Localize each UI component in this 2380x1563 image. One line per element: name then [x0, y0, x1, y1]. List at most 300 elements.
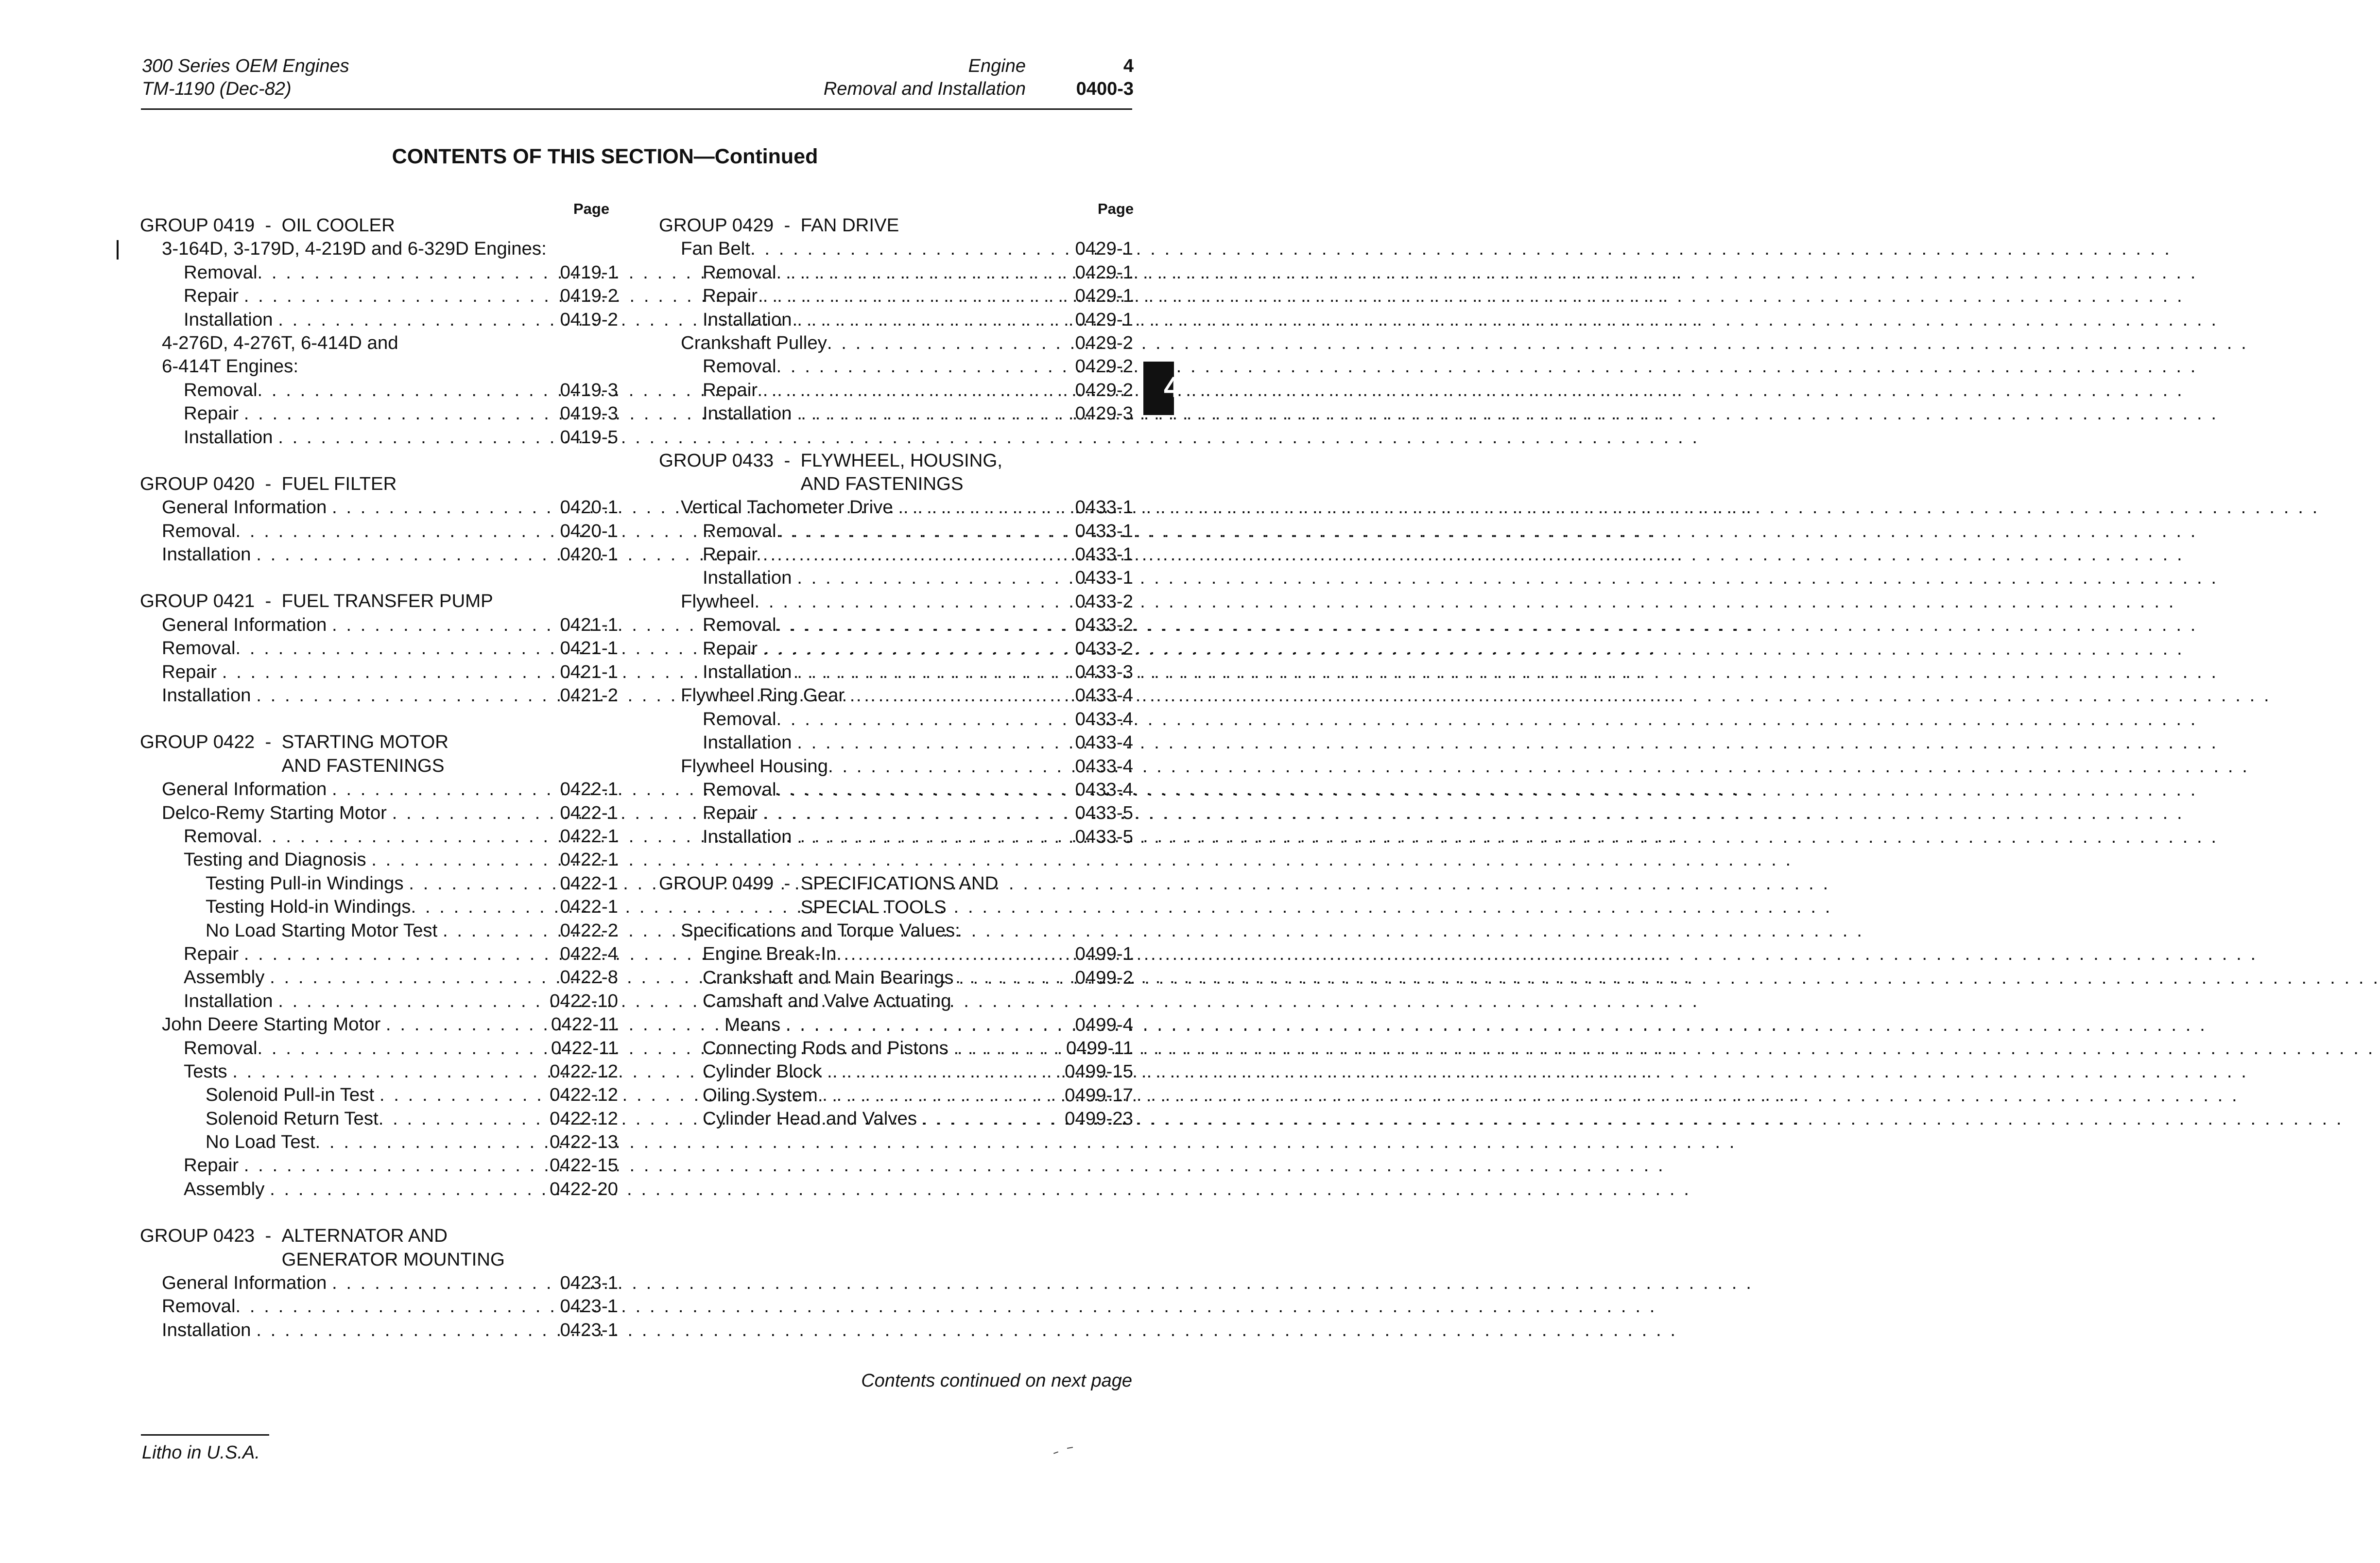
- group-title: [140, 754, 618, 778]
- toc-entry-label: No Load Starting Motor Test: [206, 920, 443, 941]
- toc-entry-page: 0419-1: [560, 261, 618, 283]
- toc-entry-label: Means: [724, 1014, 786, 1035]
- toc-entry: [659, 1107, 1133, 1130]
- toc-leader-dots: [763, 543, 1075, 566]
- toc-leader-dots: [235, 520, 560, 543]
- toc-entry: [140, 778, 618, 801]
- header-section-name: Engine: [968, 56, 1026, 76]
- toc-entry-page: 0422-20: [550, 1178, 618, 1199]
- toc-entry-page: 0499-11: [1066, 1037, 1133, 1059]
- toc-subheading: Camshaft and Valve Actuating: [703, 990, 951, 1012]
- toc-entry-page: 0433-5: [1075, 826, 1133, 847]
- toc-entry: [140, 1107, 618, 1130]
- toc-entry-page: 0433-2: [1075, 638, 1133, 659]
- toc-entry-page: 0429-2: [1075, 332, 1133, 353]
- toc-leader-dots: [411, 895, 560, 919]
- toc-leader-dots: [776, 613, 1075, 637]
- toc-group: [140, 590, 618, 707]
- toc-entry-page: 0422-1: [560, 825, 618, 847]
- toc-entry: [659, 379, 1133, 402]
- toc-leader-dots: [257, 825, 560, 848]
- toc-leader-dots: [379, 1083, 550, 1107]
- toc-subheading: 6-414T Engines:: [162, 356, 299, 377]
- toc-leader-dots: [776, 355, 1075, 378]
- group-name: FAN DRIVE: [800, 215, 899, 236]
- toc-entry-label: John Deere Starting Motor: [162, 1014, 386, 1035]
- toc-entry-page: 0433-1: [1075, 497, 1133, 518]
- toc-entry: [659, 637, 1133, 660]
- toc-entry: [140, 1271, 618, 1295]
- toc-entry: [659, 261, 1133, 284]
- toc-entry-page: 0429-1: [1075, 261, 1133, 283]
- toc-entry-label: Repair: [703, 544, 763, 565]
- toc-entry-label: Testing Hold-in Windings: [206, 896, 411, 918]
- group-title: [659, 896, 1133, 919]
- toc-entry-label: Removal: [162, 520, 236, 541]
- header-page-code: 0400-3: [1076, 79, 1134, 99]
- toc-leader-dots: [827, 1060, 1065, 1083]
- print-speck: [1053, 1451, 1058, 1454]
- toc-entry: [140, 379, 618, 402]
- toc-entry: [659, 566, 1133, 590]
- toc-entry-label: Installation: [184, 990, 278, 1011]
- toc-entry-label: General Information: [162, 1272, 332, 1294]
- toc-entry: [659, 731, 1133, 754]
- toc-entry: [659, 966, 1133, 990]
- toc-leader-dots: [257, 379, 560, 402]
- toc-entry: [140, 284, 618, 308]
- toc-entry-page: 0433-4: [1075, 755, 1133, 777]
- toc-entry-label: Repair: [703, 638, 763, 659]
- toc-leader-dots: [797, 566, 1075, 590]
- toc-entry: [659, 613, 1133, 637]
- toc-entry-label: Repair: [184, 285, 244, 307]
- group-name: FLYWHEEL, HOUSING,: [800, 450, 1002, 471]
- toc-entry-page: 0433-2: [1075, 614, 1133, 636]
- toc-leader-dots: [763, 801, 1075, 825]
- toc-entry: [659, 801, 1133, 825]
- toc-entry: [659, 284, 1133, 308]
- toc-entry: [659, 660, 1133, 684]
- toc-entry-label: Removal: [703, 356, 776, 377]
- toc-entry-page: 0422-2: [560, 920, 618, 941]
- toc-entry-label: Repair: [184, 943, 244, 964]
- toc-entry-page: 0429-1: [1075, 285, 1133, 307]
- page-header: [0, 0, 1207, 117]
- toc-entry: [659, 402, 1133, 425]
- toc-leader-dots: [922, 1107, 1065, 1130]
- toc-entry-label: Installation: [703, 732, 797, 753]
- toc-entry-page: 0422-12: [550, 1084, 618, 1106]
- toc-leader-dots: [332, 1271, 560, 1295]
- toc-entry: [140, 1130, 618, 1154]
- toc-leader-dots: [763, 379, 1075, 402]
- toc-entry-label: Removal: [162, 638, 236, 659]
- toc-entry-page: 0433-2: [1075, 590, 1133, 612]
- toc-leader-dots: [409, 872, 560, 895]
- toc-entry: [140, 966, 618, 989]
- toc-entry-label: Assembly: [184, 1178, 270, 1199]
- toc-entry-label: Removal: [703, 708, 776, 729]
- header-manual-number: TM-1190 (Dec-82): [142, 79, 292, 99]
- toc-leader-dots: [797, 660, 1075, 684]
- toc-entry: [140, 1060, 618, 1083]
- toc-group: [140, 1224, 618, 1342]
- toc-entry-page: 0422-4: [560, 943, 618, 964]
- toc-leader-dots: [244, 1154, 550, 1177]
- toc-entry: [659, 684, 1133, 707]
- toc-entry-page: 0420-1: [560, 520, 618, 541]
- toc-entry-label: Vertical Tachometer Drive: [681, 497, 898, 518]
- toc-entry-label: General Information: [162, 779, 332, 800]
- toc-entry-label: Repair: [184, 403, 244, 424]
- toc-leader-dots: [386, 1013, 551, 1036]
- toc-leader-dots: [379, 1107, 550, 1130]
- toc-leader-dots: [270, 1178, 550, 1201]
- toc-entry-label: Removal: [184, 379, 258, 400]
- toc-leader-dots: [278, 990, 550, 1013]
- toc-entry: [140, 1083, 618, 1107]
- toc-entry-page: 0433-1: [1075, 567, 1133, 589]
- toc-entry-label: Installation: [703, 661, 797, 683]
- toc-entry-page: 0421-2: [560, 685, 618, 706]
- group-title: [140, 590, 618, 613]
- toc-entry-page: 0422-15: [550, 1155, 618, 1176]
- group-number: GROUP 0429 -: [659, 215, 801, 236]
- toc-entry-page: 0422-1: [560, 872, 618, 894]
- toc-leader-dots: [797, 308, 1075, 331]
- toc-leader-dots: [244, 402, 560, 425]
- toc-subheading: 4-276D, 4-276T, 6-414D and: [162, 332, 398, 353]
- toc-leader-dots: [750, 237, 1075, 260]
- toc-entry-page: 0433-1: [1075, 520, 1133, 541]
- toc-entry-label: Installation: [184, 309, 278, 330]
- toc-leader-dots: [797, 731, 1075, 754]
- toc-entry-page: 0419-5: [560, 426, 618, 448]
- toc-entry-page: 0423-1: [560, 1272, 618, 1294]
- toc-left-column: [140, 214, 618, 1365]
- toc-leader-dots: [332, 778, 560, 801]
- group-title: [140, 472, 618, 496]
- toc-entry-page: 0433-1: [1075, 544, 1133, 565]
- toc-entry-page: 0420-1: [560, 497, 618, 518]
- toc-entry: [140, 1013, 618, 1036]
- toc-entry: [659, 543, 1133, 566]
- toc-entry-page: 0499-2: [1075, 967, 1133, 988]
- group-number: GROUP 0421 -: [140, 590, 282, 612]
- toc-entry-label: Installation: [184, 426, 278, 448]
- toc-entry: [140, 613, 618, 637]
- revision-bar: [117, 240, 119, 260]
- toc-leader-dots: [828, 755, 1075, 778]
- toc-entry-label: Removal: [184, 1037, 258, 1059]
- toc-entry: [140, 1154, 618, 1177]
- toc-entry: [659, 237, 1133, 260]
- group-title: [140, 730, 618, 754]
- toc-entry-label: Removal: [703, 261, 776, 283]
- toc-entry: [659, 1060, 1133, 1083]
- group-number: GROUP 0423 -: [140, 1225, 282, 1247]
- toc-entry-label: Repair: [703, 285, 763, 307]
- toc-subheading: Specifications and Torque Values:: [681, 920, 960, 941]
- toc-entry-page: 0433-4: [1075, 708, 1133, 729]
- group-name: SPECIAL TOOLS: [800, 896, 947, 918]
- toc-entry-page: 0420-1: [560, 544, 618, 565]
- header-subsection-name: Removal and Installation: [823, 79, 1026, 99]
- toc-entry-label: Crankshaft Pulley: [681, 332, 827, 353]
- group-title: [659, 449, 1133, 472]
- toc-leader-dots: [763, 637, 1075, 660]
- header-rule: [141, 108, 1132, 110]
- toc-leader-dots: [332, 613, 560, 637]
- toc-entry-page: 0433-3: [1075, 661, 1133, 683]
- toc-entry-label: Installation: [703, 826, 797, 847]
- toc-entry-page: 0422-1: [560, 779, 618, 800]
- page-column-label-right: Page: [1098, 200, 1134, 217]
- group-title: [659, 872, 1133, 895]
- toc-entry-label: General Information: [162, 497, 332, 518]
- toc-leader-dots: [235, 1295, 560, 1318]
- toc-entry: [659, 520, 1133, 543]
- toc-leader-dots: [836, 942, 1075, 966]
- toc-entry: [659, 331, 1133, 355]
- toc-leader-dots: [850, 684, 1075, 707]
- toc-entry-label: Removal: [162, 1296, 236, 1317]
- toc-entry: [140, 801, 618, 825]
- toc-entry-page: 0499-17: [1065, 1084, 1133, 1106]
- group-number: GROUP 0499 -: [659, 873, 801, 894]
- toc-entry-page: 0433-5: [1075, 802, 1133, 824]
- toc-leader-dots: [763, 284, 1075, 308]
- toc-leader-dots: [222, 660, 560, 684]
- toc-leader-dots: [256, 1319, 560, 1342]
- toc-leader-dots: [270, 966, 560, 989]
- toc-leader-dots: [786, 1013, 1075, 1037]
- toc-entry: [140, 942, 618, 966]
- toc-group: [140, 214, 618, 449]
- toc-entry-label: Repair: [162, 661, 222, 682]
- toc-entry: [140, 1178, 618, 1201]
- toc-entry: [659, 825, 1133, 849]
- toc-entry-page: 0433-4: [1075, 779, 1133, 800]
- toc-leader-dots: [953, 1037, 1066, 1060]
- group-name: ALTERNATOR AND: [281, 1225, 448, 1247]
- toc-entry: [140, 1295, 618, 1318]
- group-number: GROUP 0419 -: [140, 215, 282, 236]
- toc-leader-dots: [332, 496, 560, 519]
- group-name: GENERATOR MOUNTING: [281, 1249, 505, 1270]
- group-name: FUEL TRANSFER PUMP: [281, 590, 493, 612]
- toc-leader-dots: [776, 708, 1075, 731]
- toc-entry: [659, 778, 1133, 801]
- toc-entry-label: Fan Belt: [681, 238, 750, 260]
- toc-entry-label: Cylinder Head and Valves: [703, 1108, 922, 1129]
- toc-entry-page: 0423-1: [560, 1319, 618, 1340]
- toc-entry: [140, 1037, 618, 1060]
- toc-entry-page: 0429-2: [1075, 379, 1133, 400]
- toc-entry-label: No Load Test: [206, 1131, 315, 1153]
- toc-entry-page: 0429-1: [1075, 309, 1133, 330]
- toc-entry-label: Solenoid Pull-in Test: [206, 1084, 379, 1106]
- side-tab-number: 4: [1164, 371, 1180, 403]
- toc-entry-label: Removal: [184, 261, 258, 283]
- toc-entry: [140, 402, 618, 425]
- toc-leader-dots: [256, 684, 560, 707]
- toc-entry-label: Installation: [162, 1319, 257, 1340]
- group-title: [140, 1248, 618, 1271]
- group-title: [659, 214, 1133, 237]
- toc-leader-dots: [235, 637, 560, 660]
- toc-leader-dots: [776, 778, 1075, 801]
- toc-entry-page: 0421-1: [560, 638, 618, 659]
- toc-leader-dots: [754, 590, 1075, 613]
- toc-entry-label: Cylinder Block: [703, 1061, 828, 1082]
- toc-entry: [140, 895, 618, 919]
- continued-note: Contents continued on next page: [861, 1371, 1132, 1391]
- toc-entry-label: Connecting Rods and Pistons: [703, 1037, 954, 1059]
- group-name: OIL COOLER: [281, 215, 395, 236]
- toc-leader-dots: [244, 284, 560, 308]
- toc-entry: [659, 755, 1133, 778]
- toc-entry: [659, 942, 1133, 966]
- toc-entry: [140, 990, 618, 1013]
- toc-entry: [659, 308, 1133, 331]
- toc-entry-label: Removal: [703, 614, 776, 636]
- toc-entry-label: Installation: [703, 403, 797, 424]
- toc-right-column: [659, 214, 1133, 1154]
- toc-entry: [659, 1013, 1133, 1037]
- toc-leader-dots: [898, 496, 1075, 519]
- toc-entry-page: 0419-2: [560, 309, 618, 330]
- toc-entry-page: 0422-10: [550, 990, 618, 1011]
- print-speck: [1067, 1447, 1073, 1449]
- toc-entry: [140, 872, 618, 895]
- toc-entry-label: Installation: [703, 567, 797, 589]
- toc-entry-page: 0499-1: [1075, 943, 1133, 965]
- toc-entry: [140, 426, 618, 449]
- toc-entry-label: Flywheel Ring Gear: [681, 685, 850, 706]
- toc-leader-dots: [371, 848, 560, 871]
- group-name: STARTING MOTOR: [281, 731, 449, 753]
- group-title: [140, 214, 618, 237]
- toc-entry: [140, 684, 618, 707]
- toc-entry-page: 0429-1: [1075, 238, 1133, 260]
- toc-entry-page: 0419-3: [560, 403, 618, 424]
- toc-entry-label: Oiling System: [703, 1084, 818, 1106]
- toc-leader-dots: [256, 543, 560, 566]
- toc-leader-dots: [315, 1130, 550, 1154]
- toc-entry-page: 0422-1: [560, 802, 618, 823]
- toc-entry-label: Repair: [184, 1155, 244, 1176]
- toc-leader-dots: [776, 520, 1075, 543]
- toc-entry-page: 0422-11: [551, 1014, 618, 1035]
- toc-group: [659, 214, 1133, 426]
- toc-entry-label: Testing and Diagnosis: [184, 849, 372, 870]
- group-title: [659, 472, 1133, 496]
- toc-entry-page: 0422-1: [560, 896, 618, 918]
- toc-entry-label: General Information: [162, 614, 332, 635]
- toc-entry-page: 0499-4: [1075, 1014, 1133, 1035]
- toc-entry-label: Installation: [162, 544, 257, 565]
- toc-entry-label: Installation: [162, 685, 257, 706]
- toc-entry-page: 0423-1: [560, 1296, 618, 1317]
- toc-entry-page: 0422-11: [551, 1037, 618, 1059]
- toc-leader-dots: [797, 825, 1075, 849]
- toc-entry-page: 0421-1: [560, 661, 618, 682]
- toc-entry: [659, 708, 1133, 731]
- toc-entry-label: Solenoid Return Test: [206, 1108, 379, 1129]
- toc-entry: [659, 496, 1133, 519]
- toc-entry-label: Flywheel: [681, 590, 755, 612]
- toc-leader-dots: [443, 919, 560, 942]
- toc-leader-dots: [257, 261, 560, 284]
- footer-litho: Litho in U.S.A.: [142, 1442, 260, 1463]
- toc-entry-label: Crankshaft and Main Bearings: [703, 967, 959, 988]
- toc-entry: [140, 1319, 618, 1342]
- toc-entry: [659, 1084, 1133, 1107]
- toc-entry-page: 0421-1: [560, 614, 618, 635]
- group-number: GROUP 0433 -: [659, 450, 801, 471]
- toc-entry: [659, 355, 1133, 378]
- group-name: SPECIFICATIONS AND: [800, 873, 999, 894]
- toc-leader-dots: [827, 331, 1075, 355]
- toc-leader-dots: [244, 942, 560, 966]
- toc-entry-label: Tests: [184, 1060, 233, 1082]
- toc-entry-page: 0433-4: [1075, 685, 1133, 706]
- toc-entry-page: 0422-8: [560, 967, 618, 988]
- group-number: GROUP 0420 -: [140, 473, 282, 494]
- toc-entry-page: 0422-12: [550, 1060, 618, 1082]
- toc-entry-label: Removal: [703, 520, 776, 541]
- toc-leader-dots: [818, 1084, 1065, 1107]
- toc-group: [140, 472, 618, 567]
- group-title: [140, 1224, 618, 1248]
- toc-entry: [140, 919, 618, 942]
- toc-entry: [140, 825, 618, 848]
- toc-entry-page: 0419-3: [560, 379, 618, 400]
- toc-entry-page: 0419-2: [560, 285, 618, 307]
- toc-entry-label: Repair: [703, 802, 763, 824]
- toc-entry-label: Flywheel Housing: [681, 755, 828, 777]
- toc-entry: [140, 543, 618, 566]
- toc-leader-dots: [959, 966, 1075, 990]
- toc-entry-page: 0433-4: [1075, 732, 1133, 753]
- group-number: GROUP 0422 -: [140, 731, 282, 753]
- toc-leader-dots: [776, 261, 1075, 284]
- group-name: FUEL FILTER: [281, 473, 397, 494]
- page-column-label-left: Page: [573, 200, 610, 217]
- toc-entry-page: 0422-12: [550, 1108, 618, 1129]
- toc-entry-label: Installation: [703, 309, 797, 330]
- footer-rule: [141, 1434, 269, 1436]
- toc-entry-label: Testing Pull-in Windings: [206, 872, 409, 894]
- toc-group: [659, 872, 1133, 1130]
- toc-entry: [140, 261, 618, 284]
- header-section-number: 4: [1123, 56, 1134, 76]
- toc-entry-label: Removal: [703, 779, 776, 800]
- toc-leader-dots: [278, 426, 560, 449]
- toc-entry: [140, 520, 618, 543]
- toc-entry-page: 0499-15: [1065, 1061, 1133, 1082]
- toc-entry-label: Repair: [703, 379, 763, 400]
- toc-entry-label: Assembly: [184, 967, 270, 988]
- group-name: AND FASTENINGS: [800, 473, 964, 494]
- toc-leader-dots: [797, 402, 1075, 425]
- toc-entry-label: Delco-Remy Starting Motor: [162, 802, 392, 823]
- toc-entry-label: Engine Break-In: [703, 943, 837, 965]
- toc-entry: [140, 496, 618, 519]
- toc-subheading: 3-164D, 3-179D, 4-219D and 6-329D Engines:: [162, 238, 547, 260]
